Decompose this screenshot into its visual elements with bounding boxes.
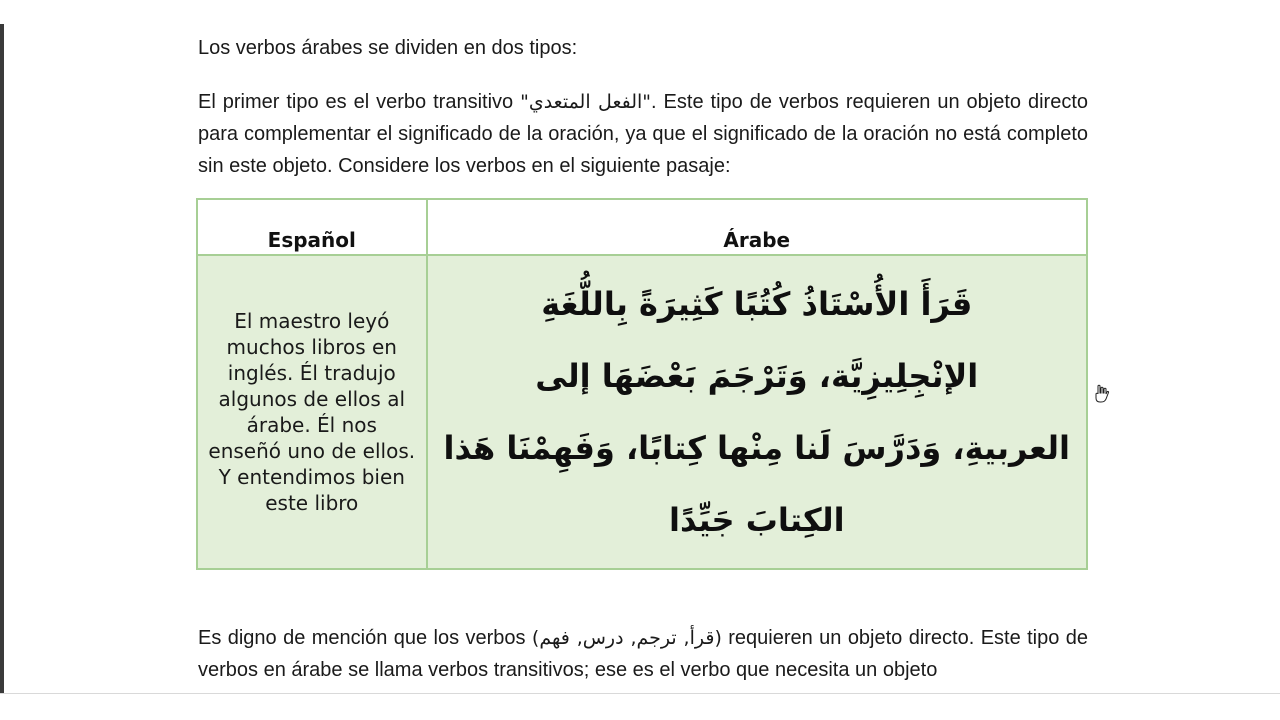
arabic-cell — [427, 255, 1087, 569]
table-header-row — [197, 199, 1087, 255]
arabic-verbs-list: (قرأ, ترجم, درس, فهم) — [531, 627, 722, 649]
verbs-table — [196, 198, 1088, 570]
table-row — [197, 255, 1087, 569]
left-margin-rule — [0, 24, 4, 694]
spanish-cell: El maestro leyó muchos libros en inglés. Él tradujo algunos de ellos al árabe. Él nos enseñó uno de ellos. Y entendimos bien este libro — [197, 255, 427, 569]
bottom-divider — [0, 693, 1280, 694]
header-arabic: Árabe — [427, 199, 1087, 255]
transitive-text-end: . Este tipo de verbos requieren un objeto directo para complementar el significado de la oración, ya que el significado de la oración no está completo sin este objeto. Considere los verbos en el siguiente pasaje: — [198, 91, 1088, 177]
arabic-line: الكِتابَ جَيِّدًا — [669, 501, 845, 539]
transitive-text-start: El primer tipo es el verbo transitivo — [198, 91, 521, 113]
arabic-line: قَرَأَ الأُسْتَاذُ كُتُبًا كَثِيرَةً بِاللُّغَةِ — [541, 285, 973, 323]
mention-paragraph — [198, 622, 1088, 686]
header-spanish: Español — [197, 199, 427, 255]
intro-paragraph: Los verbos árabes se dividen en dos tipos: — [198, 37, 578, 59]
mention-text-end: requieren un objeto directo. Este tipo de verbos en árabe se llama verbos transitivos; ese es el verbo que necesita un objeto — [198, 627, 1089, 681]
transitive-paragraph — [198, 86, 1088, 182]
arabic-line: الإنْجِلِيزِيَّة، وَتَرْجَمَ بَعْضَهَا إلى — [535, 357, 979, 395]
arabic-term: "الفعل المتعدي" — [520, 91, 652, 113]
arabic-line: العربيةِ، وَدَرَّسَ لَنا مِنْها كِتابًا، وَفَهِمْنَا هَذا — [443, 429, 1070, 467]
hand-cursor-icon — [1092, 384, 1110, 404]
mention-text-start: Es digno de mención que los verbos — [198, 627, 532, 649]
